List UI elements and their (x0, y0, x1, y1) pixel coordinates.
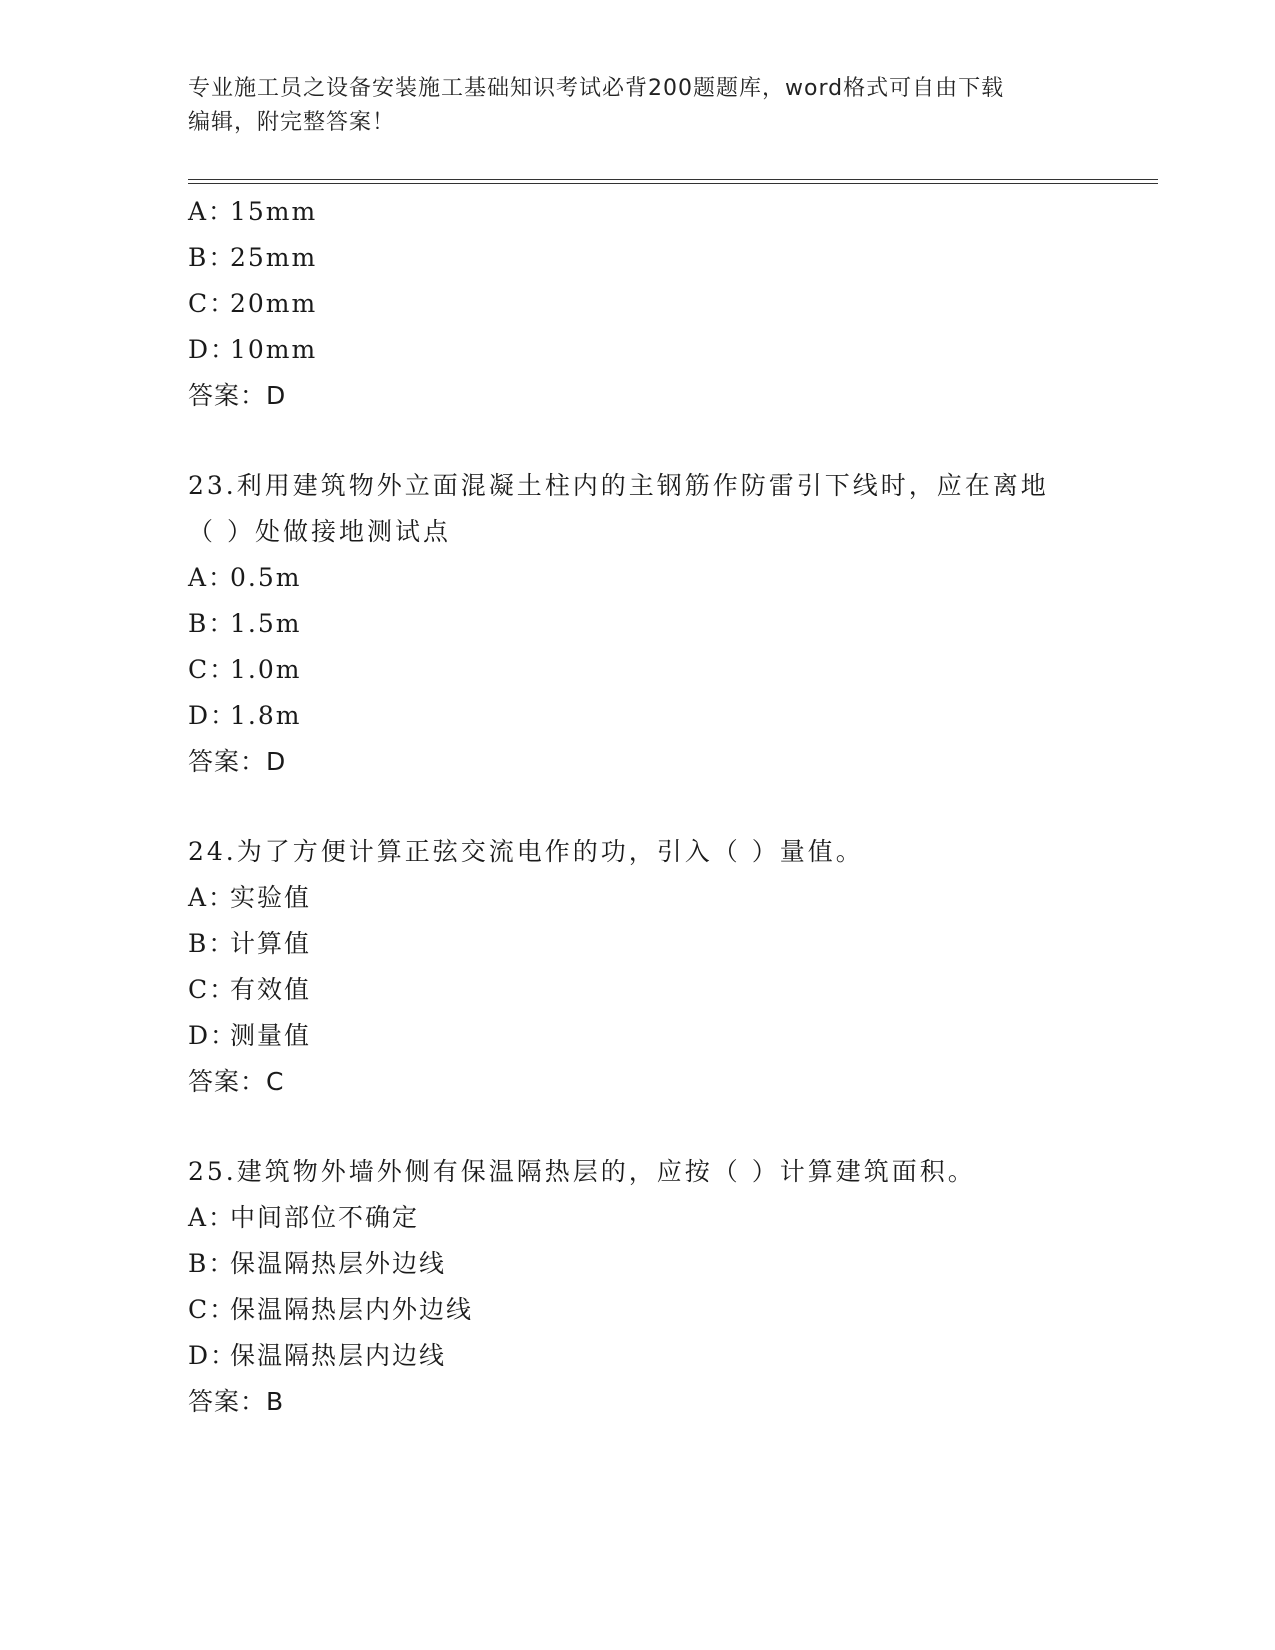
option-text: 20mm (230, 289, 318, 318)
option-letter: B： (188, 609, 236, 638)
option-letter: B： (188, 929, 236, 958)
option-b (188, 601, 1158, 647)
option-text: 测量值 (230, 1021, 312, 1050)
option-text: 计算值 (230, 929, 312, 958)
question-24 (188, 829, 1158, 1105)
document-header (188, 72, 1088, 140)
option-letter: A： (188, 563, 236, 592)
answer-line: 答案：D (188, 747, 287, 776)
option-letter: D： (188, 701, 238, 730)
header-line-1: 专业施工员之设备安装施工基础知识考试必背200题题库，word格式可自由下载 (188, 76, 1005, 101)
option-letter: B： (188, 243, 236, 272)
option-letter: A： (188, 197, 236, 226)
header-divider-bottom (188, 183, 1158, 184)
question-text-line-1: 24.为了方便计算正弦交流电作的功，引入（ ）量值。 (188, 837, 864, 866)
option-letter: A： (188, 1203, 236, 1232)
question-23 (188, 463, 1158, 785)
option-letter: C： (188, 655, 237, 684)
option-a (188, 189, 1158, 235)
option-b (188, 921, 1158, 967)
option-d (188, 693, 1158, 739)
option-letter: C： (188, 1295, 237, 1324)
option-text: 1.0m (230, 655, 302, 684)
option-text: 保温隔热层外边线 (230, 1249, 447, 1278)
option-text: 15mm (230, 197, 318, 226)
question-list (188, 189, 1158, 1425)
option-d (188, 1333, 1158, 1379)
option-c (188, 281, 1158, 327)
option-a (188, 1195, 1158, 1241)
option-b (188, 235, 1158, 281)
option-d (188, 327, 1158, 373)
option-text: 25mm (230, 243, 318, 272)
question-22 (188, 189, 1158, 419)
option-b (188, 1241, 1158, 1287)
option-a (188, 875, 1158, 921)
header-line-2: 编辑，附完整答案！ (188, 110, 396, 135)
option-text: 中间部位不确定 (230, 1203, 420, 1232)
question-text-line-1: 23.利用建筑物外立面混凝土柱内的主钢筋作防雷引下线时，应在离地 (188, 471, 1049, 500)
answer-line: 答案：C (188, 1067, 285, 1096)
option-letter: C： (188, 289, 237, 318)
option-letter: D： (188, 335, 238, 364)
option-text: 实验值 (230, 883, 312, 912)
option-text: 有效值 (230, 975, 312, 1004)
option-letter: A： (188, 883, 236, 912)
option-letter: C： (188, 975, 237, 1004)
answer-line: 答案：D (188, 381, 287, 410)
option-d (188, 1013, 1158, 1059)
option-c (188, 647, 1158, 693)
option-text: 保温隔热层内外边线 (230, 1295, 474, 1324)
question-text-line-2: （ ）处做接地测试点 (188, 517, 451, 546)
option-text: 1.8m (230, 701, 302, 730)
option-letter: B： (188, 1249, 236, 1278)
option-letter: D： (188, 1341, 238, 1370)
option-text: 0.5m (230, 563, 302, 592)
question-text-line-1: 25.建筑物外墙外侧有保温隔热层的，应按（ ）计算建筑面积。 (188, 1157, 976, 1186)
option-letter: D： (188, 1021, 238, 1050)
option-text: 10mm (230, 335, 318, 364)
answer-line: 答案：B (188, 1387, 285, 1416)
header-divider-top (188, 179, 1158, 180)
option-c (188, 967, 1158, 1013)
question-25 (188, 1149, 1158, 1425)
option-c (188, 1287, 1158, 1333)
option-text: 保温隔热层内边线 (230, 1341, 447, 1370)
option-a (188, 555, 1158, 601)
option-text: 1.5m (230, 609, 302, 638)
